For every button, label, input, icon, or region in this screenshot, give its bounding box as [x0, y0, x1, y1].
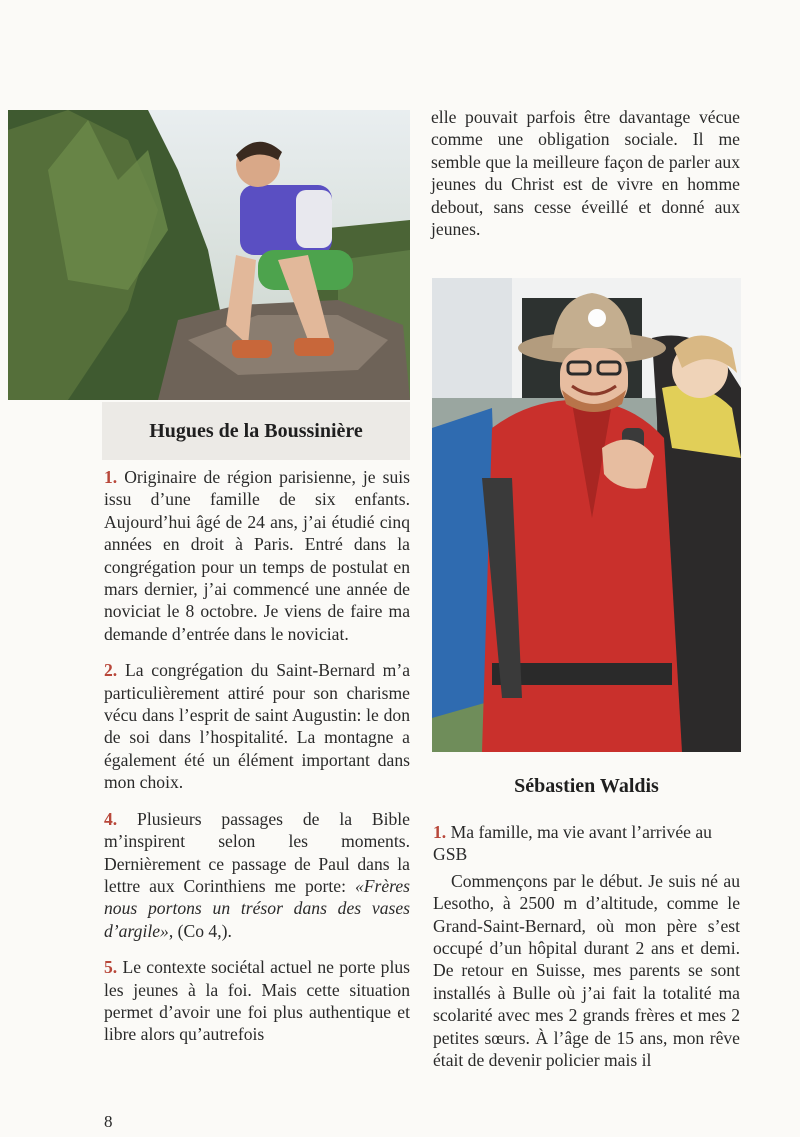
page-number: 8	[104, 1112, 113, 1131]
paragraph-2	[104, 659, 410, 793]
caption-sebastien	[432, 762, 741, 810]
photo-sebastien	[432, 278, 741, 752]
paragraph-2-number: 2.	[104, 660, 118, 681]
paragraph-4-text: Plusieurs passages de la Bible m’inspirent selon les moments. Dernièrement ce passage de Paul dans la lettre aux Corinthiens me porte:	[104, 808, 410, 896]
paragraph-1-text: Originaire de région parisienne, je suis issu d’une famille de six enfants. Aujourd’hui âgé de 24 ans, j’ai étudié cinq années en droit à Paris. Entré dans la congrégation pour un temps de postulat en mars dernier, j’ai commencé une année de noviciat le 8 octobre. Je viens de faire ma demande d’entrée dans le noviciat.	[104, 467, 410, 644]
paragraph-5	[104, 956, 410, 1046]
heading-1	[433, 821, 740, 866]
paragraph-1-number: 1.	[104, 467, 118, 487]
body-paragraph: Commençons par le début. Je suis né au Lesotho, à 2500 m d’altitude, comme le Grand-Saint-Bernard, où mon père s’est occupé d’un hôpital durant 2 ans et demi. De retour en Suisse, mes parents se sont installés à Bulle où j’ai fait la totalité ma scolarité avec mes 2 grands frères et mes 2 petites sœurs. À l’âge de 15 ans, mon rêve était de devenir policier mais il	[433, 870, 740, 1071]
caption-hugues	[102, 402, 410, 460]
paragraph-2-text: La congrégation du Saint-Bernard m’a particulièrement attiré pour son charisme vécu dans l’esprit de saint Augustin: le don de soi dans l’hospitalité. La montagne a également été un élément important dans mon choix.	[104, 660, 410, 793]
photo-hugues-illustration	[8, 110, 410, 400]
heading-1-text: Ma famille, ma vie avant l’arrivée au GSB	[433, 822, 712, 865]
caption-sebastien-text: Sébastien Waldis	[514, 774, 659, 797]
left-column-text	[104, 466, 410, 1046]
paragraph-1	[104, 466, 410, 645]
photo-sebastien-illustration	[432, 278, 741, 752]
intro-paragraph: elle pouvait parfois être davantage vécue comme une obligation sociale. Il me semble que la meilleure façon de parler aux jeunes du Christ est de vivre en homme debout, sans cesse éveillé et donné aux jeunes.	[431, 107, 740, 240]
paragraph-4-number: 4.	[104, 808, 118, 829]
paragraph-4	[104, 808, 410, 942]
right-column-body	[433, 821, 740, 1071]
paragraph-5-number: 5.	[104, 957, 118, 978]
paragraph-4-tail: , (Co 4,).	[168, 920, 232, 941]
paragraph-5-text: Le contexte sociétal actuel ne porte plus les jeunes à la foi. Mais cette situation permet d’avoir une foi plus authentique et libre alors qu’autrefois	[104, 957, 410, 1045]
paragraph-4-quote: «Frères nous portons un trésor dans des vases d’argile»	[104, 875, 410, 941]
right-column-intro	[431, 106, 740, 240]
caption-hugues-text: Hugues de la Boussinière	[149, 419, 363, 442]
photo-hugues	[8, 110, 410, 400]
heading-1-number: 1.	[433, 822, 447, 842]
